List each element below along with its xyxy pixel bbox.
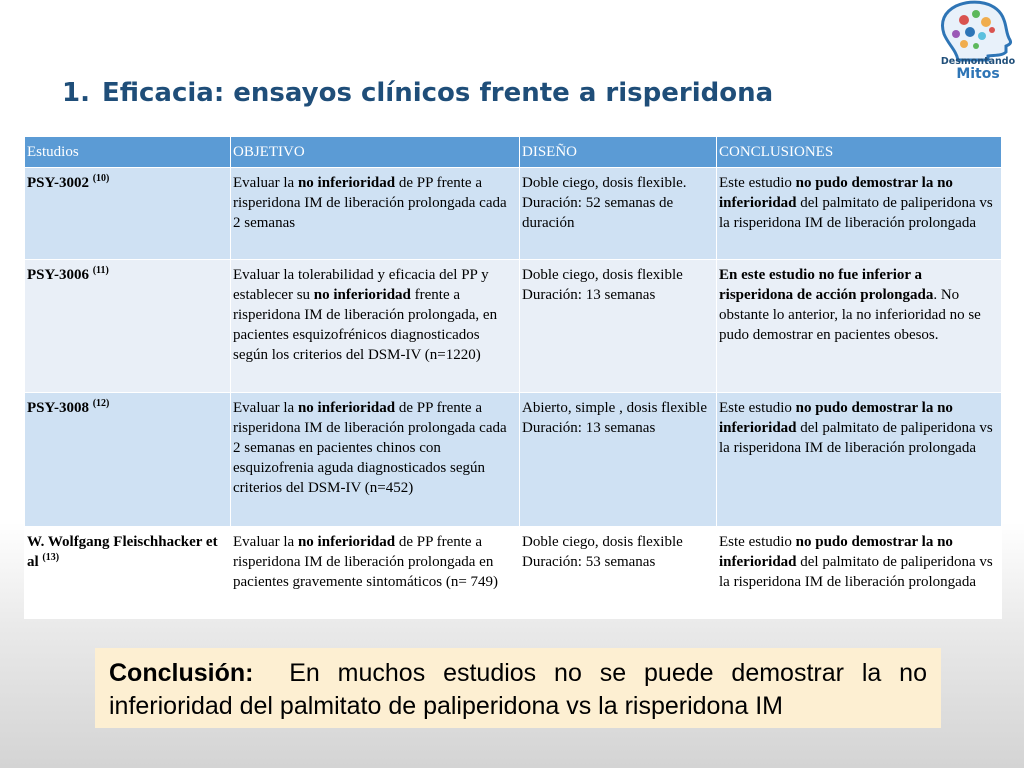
objective-bold: no inferioridad — [297, 175, 396, 191]
slide-title — [62, 78, 773, 108]
conclusion-bold: no pudo demostrar la no inferioridad — [719, 400, 953, 436]
title-number: 1. — [62, 78, 90, 108]
objective-text: Evaluar la tolerabilidad y eficacia del PP y establecer su — [233, 267, 489, 303]
conclusion-box — [95, 648, 941, 728]
design-cell: Abierto, simple , dosis flexible Duración: 13 semanas — [520, 393, 717, 527]
conclusion-text: del palmitato de paliperidona vs la risperidona IM de liberación prolongada — [719, 195, 993, 231]
conclusion-text: Este estudio — [719, 534, 796, 550]
study-name: PSY-3006 — [27, 267, 89, 283]
studies-table — [24, 136, 1002, 619]
objective-bold: no inferioridad — [313, 287, 411, 303]
conclusion-bold: no pudo demostrar la no inferioridad — [719, 175, 953, 211]
objective-cell — [231, 260, 520, 393]
conclusion-text: del palmitato de paliperidona vs la risperidona IM de liberación prolongada — [719, 554, 993, 590]
header-objetivo: OBJETIVO — [231, 137, 520, 168]
table-row — [25, 260, 1002, 393]
table-row — [25, 168, 1002, 260]
design-cell: Doble ciego, dosis flexible. Duración: 52 semanas de duración — [520, 168, 717, 260]
study-ref: (10) — [92, 173, 110, 184]
objective-cell — [231, 393, 520, 527]
objective-bold: no inferioridad — [297, 400, 396, 416]
study-name: PSY-3002 — [27, 175, 89, 191]
objective-bold: no inferioridad — [297, 534, 396, 550]
conclusion-cell — [717, 527, 1002, 619]
conclusion-cell — [717, 168, 1002, 260]
table-row — [25, 527, 1002, 619]
conclusion-cell — [717, 393, 1002, 527]
objective-text: de PP frente a risperidona IM de liberación prolongada cada 2 semanas en pacientes chinos con esquizofrenia aguda diagnosticados según criterios del DSM-IV (n=452) — [233, 400, 507, 496]
study-cell — [25, 260, 231, 393]
objective-text: frente a risperidona IM de liberación prolongada, en pacientes esquizofrénicos diagnosticados según los criterios del DSM-IV (n=1220) — [233, 287, 498, 363]
study-ref: (11) — [92, 265, 109, 276]
study-name: W. Wolfgang Fleischhacker et al — [27, 534, 218, 570]
design-cell: Doble ciego, dosis flexible Duración: 13 semanas — [520, 260, 717, 393]
objective-text: de PP frente a risperidona IM de liberación prolongada en pacientes gravemente sintomáticos (n= 749) — [233, 534, 499, 590]
objective-text: Evaluar la — [233, 400, 298, 416]
study-ref: (13) — [42, 552, 60, 563]
conclusion-body: En muchos estudios no se puede demostrar la no inferioridad del palmitato de paliperidona vs la risperidona IM — [109, 659, 934, 720]
objective-text: de PP frente a risperidona IM de liberación prolongada cada 2 semanas — [233, 175, 507, 231]
objective-cell — [231, 527, 520, 619]
logo-text-line2: Mitos — [956, 66, 1000, 82]
objective-text: Evaluar la — [233, 175, 298, 191]
header-conclusiones: CONCLUSIONES — [717, 137, 1002, 168]
conclusion-lead: Conclusión: — [109, 659, 254, 687]
logo-text-line1: Desmontando — [940, 56, 1016, 67]
conclusion-bold: En este estudio no fue inferior a risperidona de acción prolongada — [719, 267, 934, 303]
table-header-row — [25, 137, 1002, 168]
study-ref: (12) — [92, 398, 110, 409]
header-estudios: Estudios — [25, 137, 231, 168]
conclusion-text: . No obstante lo anterior, la no inferioridad no se pudo demostrar en pacientes obesos. — [719, 287, 981, 343]
objective-text: Evaluar la — [233, 534, 298, 550]
conclusion-text: Este estudio — [719, 400, 796, 416]
conclusion-bold: no pudo demostrar la no inferioridad — [719, 534, 953, 570]
objective-cell — [231, 168, 520, 260]
header-diseno: DISEÑO — [520, 137, 717, 168]
conclusion-text: del palmitato de paliperidona vs la risperidona IM de liberación prolongada — [719, 420, 993, 456]
conclusion-text: Este estudio — [719, 175, 796, 191]
design-cell: Doble ciego, dosis flexible Duración: 53 semanas — [520, 527, 717, 619]
conclusion-cell — [717, 260, 1002, 393]
study-name: PSY-3008 — [27, 400, 89, 416]
title-text: Eficacia: ensayos clínicos frente a risperidona — [101, 78, 774, 108]
table-row — [25, 393, 1002, 527]
study-cell — [25, 527, 231, 619]
study-cell — [25, 393, 231, 527]
study-cell — [25, 168, 231, 260]
